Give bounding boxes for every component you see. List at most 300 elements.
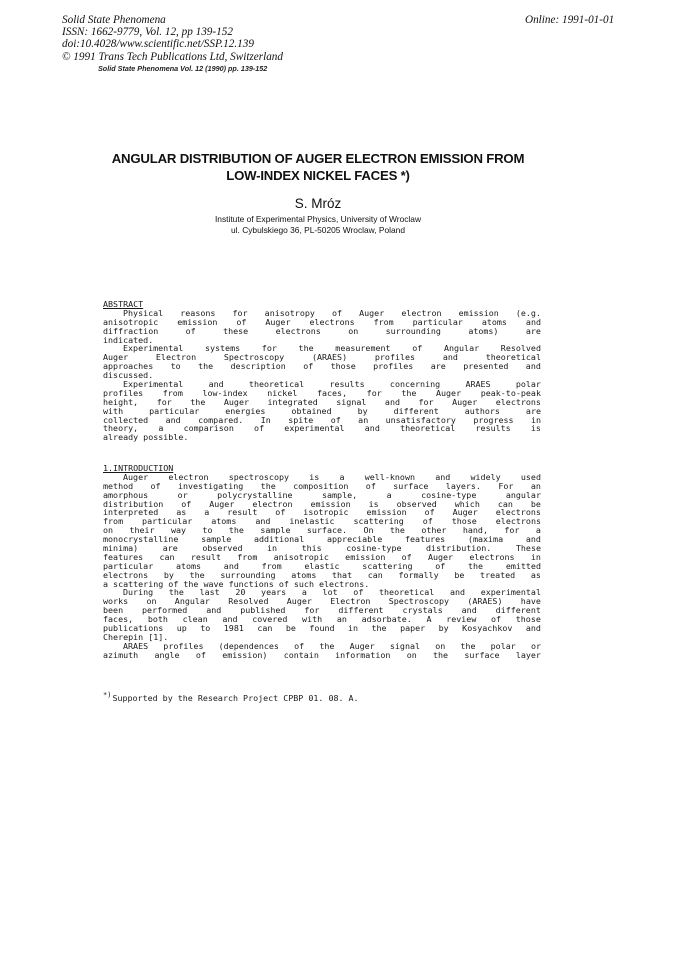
word: amorphous — [103, 489, 149, 500]
word: the — [401, 387, 417, 398]
word: reasons — [180, 307, 216, 318]
word: Auger — [427, 551, 454, 562]
author-name: S. Mróz — [294, 196, 342, 211]
word: discussed. — [103, 370, 154, 381]
word: of — [185, 325, 196, 336]
word: the — [260, 480, 276, 491]
word: emission — [458, 307, 499, 318]
word: electrons — [103, 569, 149, 580]
word: and — [525, 316, 541, 327]
word: azimuth — [103, 649, 139, 660]
word: Auger — [265, 316, 291, 327]
word: the — [168, 587, 184, 598]
word: and — [255, 516, 271, 527]
journal-metadata — [62, 14, 283, 63]
word: isotropic — [303, 507, 349, 518]
word: electrons — [495, 396, 541, 407]
word: different — [393, 405, 439, 416]
word: For — [498, 480, 514, 491]
word: Auger — [286, 596, 312, 607]
word: from — [373, 316, 394, 327]
word: is — [530, 423, 541, 434]
word: atoms) — [468, 325, 499, 336]
word: progress — [473, 414, 514, 425]
word: works — [103, 596, 129, 607]
word: by — [438, 623, 449, 634]
abstract-section — [103, 300, 541, 442]
word: for — [504, 525, 520, 536]
footnote-text: Supported by the Research Project CPBP 01. 08. A. — [112, 693, 359, 703]
word: of — [236, 316, 247, 327]
word: polar — [490, 640, 516, 651]
word: lot — [322, 587, 338, 598]
word: and — [525, 361, 541, 372]
word: and — [461, 605, 477, 616]
word: an — [336, 614, 347, 625]
affiliation-line: ul. Cybulskiego 36, PL-50205 Wroclaw, Poland — [231, 224, 405, 235]
word: and — [449, 587, 466, 598]
word: their — [129, 525, 155, 536]
word: paper — [400, 623, 426, 634]
word: electrons — [309, 316, 355, 327]
word: Experimental — [123, 379, 184, 390]
word: surrounding — [220, 569, 276, 580]
word: emitted — [505, 560, 541, 571]
word: contain — [283, 649, 319, 660]
word: this — [301, 543, 322, 554]
introduction-body — [103, 473, 541, 660]
word: covered — [252, 614, 288, 625]
word: appreciable — [326, 534, 383, 545]
word: formally — [398, 569, 439, 580]
word: (ARAES) — [311, 352, 348, 363]
word: of — [150, 480, 161, 491]
word: surface. — [306, 525, 348, 536]
word: signal — [389, 640, 421, 651]
word: sample — [260, 525, 291, 536]
word: a — [535, 525, 541, 536]
word: obtained — [291, 405, 332, 416]
word: or — [530, 640, 541, 651]
word: and — [442, 352, 458, 363]
word: review — [446, 614, 477, 625]
word: are — [162, 543, 178, 554]
word: electron — [168, 471, 209, 482]
word: those — [330, 361, 356, 372]
word: emission — [366, 507, 407, 518]
word: During — [123, 587, 154, 598]
word: can — [497, 498, 513, 509]
word: spectroscopy — [228, 471, 290, 482]
word: Auger — [435, 387, 462, 398]
word: an — [530, 480, 541, 491]
word: scattering — [353, 516, 404, 527]
word: Electron — [155, 352, 197, 363]
word: the — [371, 623, 387, 634]
word: the — [389, 525, 405, 536]
word: of — [330, 414, 341, 425]
word: as — [176, 507, 187, 518]
online-date: Online: 1991-01-01 — [525, 14, 615, 26]
word: monocrystalline — [103, 534, 179, 545]
word: profiles — [163, 640, 204, 651]
word: emission — [345, 551, 386, 562]
word: additional — [254, 534, 305, 545]
word: energies — [225, 405, 266, 416]
word: an — [358, 414, 369, 425]
word: emission — [177, 316, 218, 327]
word: features — [103, 551, 144, 562]
title-line: LOW-INDEX NICKEL FACES *) — [226, 168, 410, 183]
word: composition — [293, 480, 349, 491]
word: integrated — [267, 396, 318, 407]
word: different — [338, 605, 384, 616]
word: theoretical — [485, 352, 541, 363]
word: electrons — [275, 325, 321, 336]
footnote-marker: *) — [103, 691, 112, 699]
word: polar — [515, 379, 541, 390]
word: information — [335, 649, 391, 660]
word: nickel — [267, 387, 298, 398]
word: scattering — [362, 560, 413, 571]
word: the — [433, 649, 449, 660]
word: observed — [202, 543, 243, 554]
word: from — [162, 387, 183, 398]
word: 20 — [235, 587, 246, 598]
word: of — [254, 423, 265, 434]
word: faces, — [316, 387, 348, 398]
word: electron — [252, 498, 293, 509]
word: a scattering of the wave functions of such electrons. — [103, 578, 370, 589]
word: for — [232, 307, 248, 318]
word: result — [190, 551, 221, 562]
word: sample, — [321, 489, 358, 500]
text-line — [103, 433, 541, 442]
word: to — [200, 623, 211, 634]
word: the — [190, 396, 206, 407]
word: the — [198, 361, 214, 372]
word: profiles — [374, 352, 416, 363]
word: layer — [515, 649, 541, 660]
word: method — [103, 480, 134, 491]
word: surface — [393, 480, 429, 491]
word: be — [530, 498, 541, 509]
word: of — [401, 551, 412, 562]
word: a — [158, 423, 164, 434]
word: measurement — [335, 343, 391, 354]
word: published — [240, 605, 286, 616]
word: Physical — [123, 307, 164, 318]
word: with — [103, 405, 124, 416]
word: theoretical — [379, 587, 435, 598]
word: clean — [182, 614, 208, 625]
word: crystals — [402, 605, 443, 616]
word: faces, — [103, 614, 134, 625]
word: interpreted — [103, 507, 159, 518]
word: Spectroscopy — [223, 352, 285, 363]
word: widely — [470, 471, 501, 482]
word: on — [103, 525, 114, 536]
word: both — [147, 614, 168, 625]
word: comparison — [183, 423, 234, 434]
word: Angular — [443, 343, 480, 354]
word: of — [412, 343, 423, 354]
word: These — [515, 543, 541, 554]
word: and — [165, 414, 181, 425]
word: that — [332, 569, 353, 580]
word: up — [176, 623, 187, 634]
word: distribution — [103, 498, 164, 509]
word: to — [202, 525, 213, 536]
author-affiliation — [100, 214, 536, 235]
word: angular — [505, 489, 541, 500]
word: to — [170, 361, 181, 372]
word: angle — [154, 649, 180, 660]
word: atoms — [175, 560, 202, 571]
word: atoms — [481, 316, 507, 327]
word: the — [298, 343, 314, 354]
paper-title — [100, 150, 536, 184]
word: surrounding — [385, 325, 441, 336]
word: emission) — [222, 649, 268, 660]
word: atoms — [291, 569, 317, 580]
word: a — [204, 507, 210, 518]
word: from — [261, 560, 282, 571]
word: Angular — [174, 596, 210, 607]
word: is — [309, 471, 320, 482]
running-header: Solid State Phenomena Vol. 12 (1990) pp. 139-152 — [98, 64, 268, 73]
word: Auger — [349, 640, 375, 651]
word: Kosyachkov — [462, 623, 513, 634]
word: of — [491, 614, 502, 625]
word: Auger — [359, 307, 385, 318]
word: electron — [401, 307, 442, 318]
word: theoretical — [248, 379, 305, 390]
word: for — [366, 387, 382, 398]
word: of — [303, 361, 314, 372]
word: low-index — [202, 387, 248, 398]
word: on — [406, 649, 417, 660]
word: particular — [149, 405, 200, 416]
word: Experimental — [123, 343, 184, 354]
word: spite — [288, 414, 314, 425]
word: be — [454, 569, 465, 580]
word: with — [302, 614, 323, 625]
word: investigating — [177, 480, 244, 491]
word: experimental — [480, 587, 541, 598]
word: description — [230, 361, 286, 372]
word: indicated. — [103, 334, 154, 345]
word: Auger — [209, 498, 235, 509]
word: adsorbate. — [361, 614, 412, 625]
copyright: © 1991 Trans Tech Publications Ltd, Switzerland — [62, 50, 283, 63]
word: can — [159, 551, 175, 562]
word: used — [520, 471, 541, 482]
word: Resolved — [228, 596, 269, 607]
word: can — [367, 569, 383, 580]
word: are — [430, 361, 446, 372]
issn-volume-pages: ISSN: 1662-9779, Vol. 12, pp 139-152 — [62, 26, 233, 39]
word: of — [435, 560, 446, 571]
word: these — [223, 325, 249, 336]
word: by — [163, 569, 174, 580]
word: polycrystalline — [217, 489, 293, 500]
word: of — [331, 307, 343, 318]
word: or — [177, 489, 188, 500]
word: and — [525, 623, 541, 634]
word: approaches — [103, 361, 154, 372]
word: other — [421, 525, 447, 536]
word: minima) — [103, 543, 139, 554]
word: from — [103, 516, 124, 527]
word: in — [267, 543, 278, 554]
word: Electron — [330, 596, 371, 607]
word: height, — [103, 396, 139, 407]
word: the — [460, 640, 476, 651]
word: on — [348, 325, 359, 336]
word: cosine-type — [421, 489, 477, 500]
word: been — [103, 605, 124, 616]
word: and — [435, 471, 451, 482]
text-line — [103, 624, 541, 633]
word: can — [257, 623, 273, 634]
word: ARAES — [465, 379, 491, 390]
abstract-heading: ABSTRACT — [103, 299, 144, 309]
word: peak-to-peak — [480, 387, 541, 398]
word: experimental — [284, 423, 345, 434]
word: 1981 — [223, 623, 244, 634]
word: A — [426, 614, 432, 625]
word: the — [228, 525, 244, 536]
word: surface — [464, 649, 500, 660]
word: (maxima — [467, 534, 504, 545]
word: diffraction — [103, 325, 159, 336]
word: anisotropic — [103, 316, 159, 327]
word: hand, — [462, 525, 488, 536]
word: way — [170, 525, 187, 536]
word: Auger — [452, 396, 478, 407]
word: for — [418, 396, 434, 407]
word: of — [181, 498, 192, 509]
word: results — [475, 423, 511, 434]
word: Auger — [223, 396, 249, 407]
word: cosine-type — [346, 543, 402, 554]
word: in — [348, 623, 359, 634]
word: on — [435, 640, 446, 651]
word: (ARAES) — [467, 596, 503, 607]
word: electrons — [495, 507, 541, 518]
word: and — [364, 423, 380, 434]
word: and — [222, 614, 238, 625]
word: features — [405, 534, 446, 545]
word: have — [520, 596, 541, 607]
word: for — [304, 605, 320, 616]
word: atoms — [211, 516, 237, 527]
word: a — [301, 587, 307, 598]
word: the — [468, 560, 484, 571]
introduction-heading: 1.INTRODUCTION — [103, 463, 174, 473]
word: On — [363, 525, 374, 536]
word: elastic — [304, 560, 340, 571]
text-line — [103, 651, 541, 660]
word: of — [353, 587, 364, 598]
word: (e.g. — [515, 307, 541, 318]
word: of — [424, 507, 435, 518]
word: and — [208, 379, 224, 390]
word: Cherepin [1]. — [103, 631, 169, 642]
word: those — [451, 516, 477, 527]
word: a — [339, 471, 345, 482]
word: for — [156, 396, 172, 407]
word: Auger — [452, 507, 478, 518]
word: systems — [204, 343, 241, 354]
word: of — [275, 507, 286, 518]
word: theory, — [103, 423, 139, 434]
word: and — [525, 534, 541, 545]
title-line: ANGULAR DISTRIBUTION OF AUGER ELECTRON EMISSION FROM — [111, 151, 525, 166]
text-line — [103, 327, 541, 336]
word: of — [422, 516, 433, 527]
word: theoretical — [400, 423, 456, 434]
word: inelastic — [289, 516, 335, 527]
word: authors — [464, 405, 500, 416]
word: anisotropy — [264, 307, 315, 318]
word: and — [206, 605, 222, 616]
word: Auger — [123, 471, 149, 482]
word: be — [285, 623, 296, 634]
word: are — [525, 405, 541, 416]
word: Auger — [103, 352, 129, 363]
word: compared. — [198, 414, 244, 425]
word: on — [146, 596, 157, 607]
word: concerning — [389, 379, 441, 390]
doi: doi:10.4028/www.scientific.net/SSP.12.139 — [62, 38, 254, 51]
word: treated — [480, 569, 516, 580]
word: Resolved — [500, 343, 541, 354]
abstract-body — [103, 309, 541, 442]
word: profiles — [373, 361, 414, 372]
word: (dependences — [218, 640, 279, 651]
word: publications — [103, 623, 164, 634]
journal-name: Solid State Phenomena — [62, 14, 166, 26]
word: distribution. — [426, 543, 492, 554]
word: collected — [103, 414, 149, 425]
word: the — [319, 640, 335, 651]
word: particular — [142, 516, 193, 527]
word: In — [260, 414, 271, 425]
word: as — [530, 569, 541, 580]
word: layers. — [445, 480, 481, 491]
word: performed — [142, 605, 188, 616]
word: from — [237, 551, 258, 562]
word: well-known — [364, 471, 415, 482]
word: are — [525, 325, 541, 336]
word: particular — [412, 316, 463, 327]
word: those — [515, 614, 541, 625]
word: of — [294, 640, 305, 651]
word: which — [454, 498, 480, 509]
word: last — [199, 587, 220, 598]
word: and — [223, 560, 239, 571]
word: emission — [310, 498, 351, 509]
word: by — [357, 405, 368, 416]
word: in — [530, 414, 541, 425]
word: electrons — [495, 516, 541, 527]
word: is — [368, 498, 379, 509]
word: for — [261, 343, 277, 354]
word: and — [384, 396, 400, 407]
footnote — [103, 691, 359, 703]
